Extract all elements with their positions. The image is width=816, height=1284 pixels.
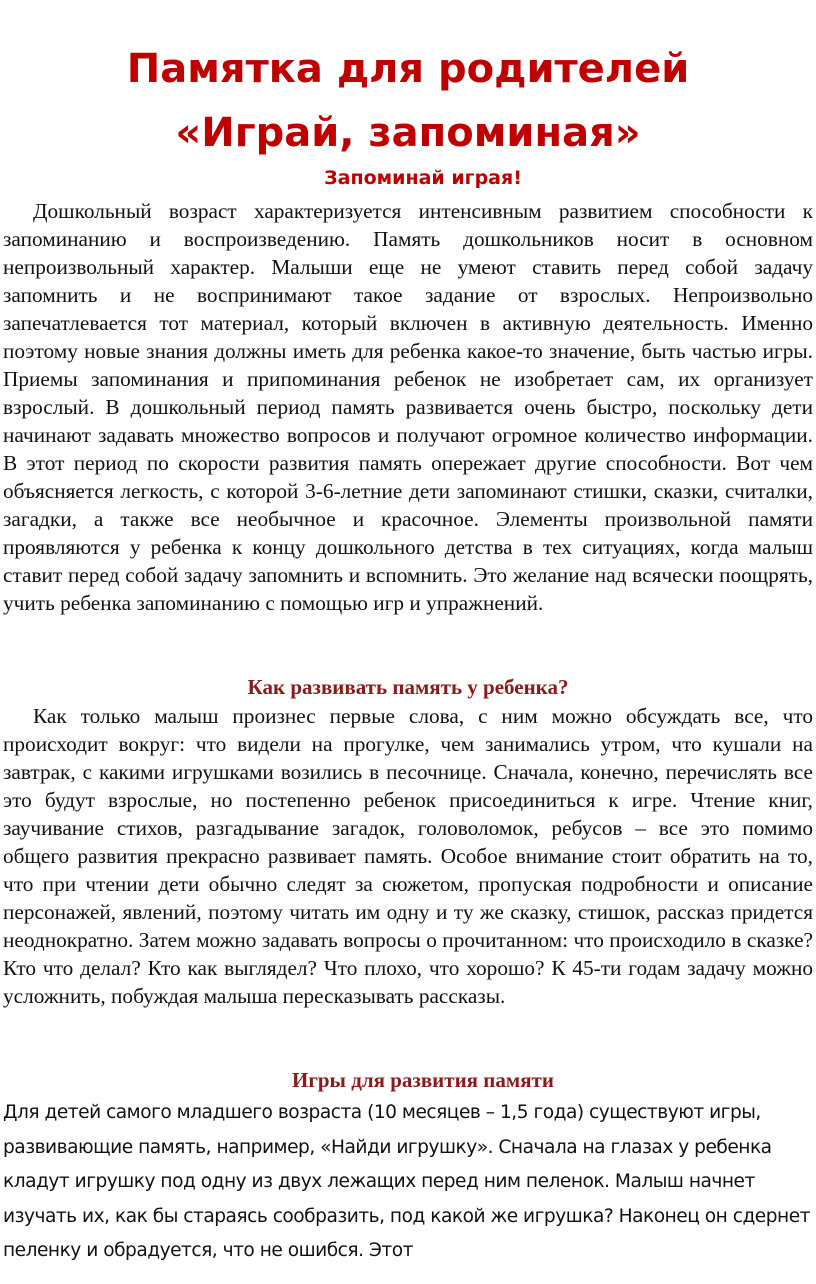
section-heading-memory-games: Игры для развития памяти xyxy=(292,1068,554,1092)
section-heading-memory-development: Как развивать память у ребенка? xyxy=(247,675,569,699)
document-title-line1: Памятка для родителей xyxy=(126,46,690,92)
document-subtitle: Запоминай играя! xyxy=(324,167,522,189)
memory-development-paragraph: Как только малыш произнес первые слова, с ним можно обсуждать все, что происходит вокруг: что видели на прогулке, чем занимались утром, что кушали на завтрак, с какими игрушками возились в песочнице. Сначала, конечно, перечислять все это будут взрослые, но постепенно ребенок присоединиться к игре. Чтение книг, заучивание стихов, разгадывание загадок, головоломок, ребусов – все это помимо общего развития прекрасно развивает память. Особое внимание стоит обратить на то, что при чтении дети обычно следят за сюжетом, пропуская подробности и описание персонажей, явлений, поэтому читать им одну и ту же сказку, стишок, рассказ придется неоднократно. Затем можно задавать вопросы о прочитанном: что происходило в сказке? Кто что делал? Кто как выглядел? Что плохо, что хорошо? К 45-ти годам задачу можно усложнить, побуждая малыша пересказывать рассказы. xyxy=(3,704,813,1008)
memory-games-paragraph: Для детей самого младшего возраста (10 месяцев – 1,5 года) существуют игры, развивающие память, например, «Найди игрушку». Сначала на глазах у ребенка кладут игрушку под одну из двух лежащих перед ним пеленок. Малыш начнет изучать их, как бы стараясь сообразить, под какой же игрушка? Наконец он сдернет пеленку и обрадуется, что не ошибся. Этот xyxy=(3,1102,810,1261)
intro-paragraph: Дошкольный возраст характеризуется интенсивным развитием способности к запоминанию и воспроизведению. Память дошкольников носит в основном непроизвольный характер. Малыши еще не умеют ставить перед собой задачу запомнить и не воспринимают такое задание от взрослых. Непроизвольно запечатлевается тот материал, который включен в активную деятельность. Именно поэтому новые знания должны иметь для ребенка какое-то значение, быть частью игры. Приемы запоминания и припоминания ребенок не изобретает сам, их организует взрослый. В дошкольный период память развивается очень быстро, поскольку дети начинают задавать множество вопросов и получают огромное количество информации. В этот период по скорости развития память опережает другие способности. Вот чем объясняется легкость, с которой 3-6-летние дети запоминают стишки, сказки, считалки, загадки, а также все необычное и красочное. Элементы произвольной памяти проявляются у ребенка к концу дошкольного детства в тех ситуациях, когда малыш ставит перед собой задачу запомнить и вспомнить. Это желание над всячески поощрять, учить ребенка запоминанию с помощью игр и упражнений. xyxy=(3,199,813,615)
document-title-line2: «Играй, запоминая» xyxy=(175,110,641,156)
